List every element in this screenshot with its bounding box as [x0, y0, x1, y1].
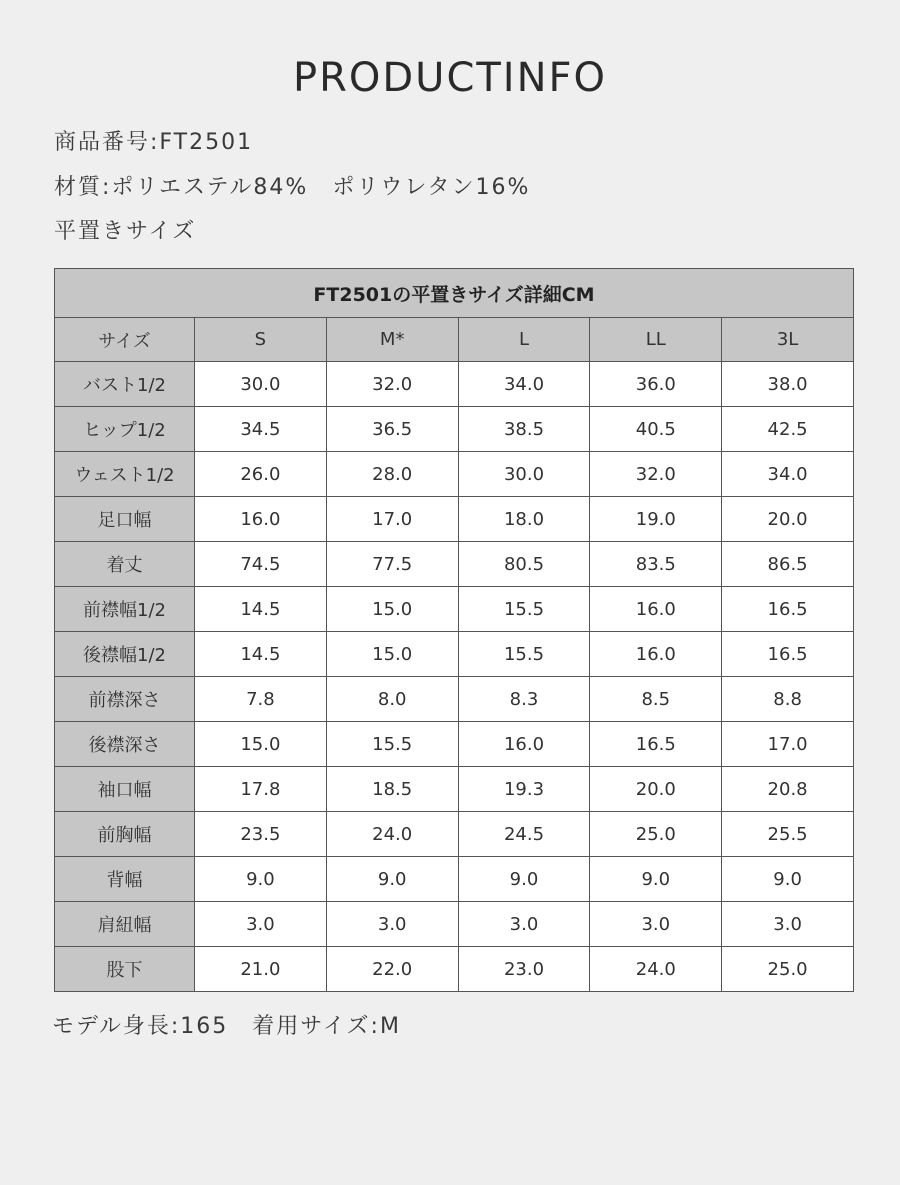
table-cell: 24.5: [458, 812, 590, 857]
table-cell: 15.0: [326, 632, 458, 677]
material-info: 材質:ポリエステル84% ポリウレタン16%: [54, 175, 531, 200]
table-cell: 30.0: [195, 362, 327, 407]
table-caption: FT2501の平置きサイズ詳細CM: [55, 269, 854, 318]
table-cell: 7.8: [195, 677, 327, 722]
table-row: [55, 497, 854, 542]
table-cell: 20.0: [722, 497, 854, 542]
table-cell: 8.3: [458, 677, 590, 722]
table-row: [55, 902, 854, 947]
table-row: [55, 452, 854, 497]
table-cell: 80.5: [458, 542, 590, 587]
table-cell: 22.0: [326, 947, 458, 992]
row-label: ヒップ1/2: [55, 407, 195, 452]
size-header: S: [195, 318, 327, 362]
table-cell: 20.0: [590, 767, 722, 812]
table-cell: 16.5: [722, 587, 854, 632]
table-cell: 9.0: [458, 857, 590, 902]
table-row: [55, 947, 854, 992]
table-caption-row: [55, 269, 854, 318]
table-cell: 9.0: [326, 857, 458, 902]
table-cell: 32.0: [590, 452, 722, 497]
table-cell: 8.0: [326, 677, 458, 722]
table-cell: 3.0: [458, 902, 590, 947]
table-cell: 15.5: [458, 632, 590, 677]
row-label: 背幅: [55, 857, 195, 902]
table-cell: 9.0: [722, 857, 854, 902]
table-cell: 28.0: [326, 452, 458, 497]
table-cell: 77.5: [326, 542, 458, 587]
table-cell: 16.0: [458, 722, 590, 767]
table-cell: 30.0: [458, 452, 590, 497]
row-label: 前襟深さ: [55, 677, 195, 722]
row-label: 前襟幅1/2: [55, 587, 195, 632]
table-cell: 9.0: [195, 857, 327, 902]
row-label: 着丈: [55, 542, 195, 587]
table-cell: 17.8: [195, 767, 327, 812]
table-cell: 21.0: [195, 947, 327, 992]
page-title: PRODUCTINFO: [292, 55, 608, 101]
table-cell: 24.0: [326, 812, 458, 857]
row-label: 袖口幅: [55, 767, 195, 812]
table-cell: 14.5: [195, 632, 327, 677]
table-cell: 16.5: [590, 722, 722, 767]
table-cell: 34.0: [722, 452, 854, 497]
row-label: 後襟幅1/2: [55, 632, 195, 677]
table-cell: 15.5: [458, 587, 590, 632]
table-cell: 23.5: [195, 812, 327, 857]
table-cell: 26.0: [195, 452, 327, 497]
table-cell: 17.0: [326, 497, 458, 542]
table-cell: 3.0: [722, 902, 854, 947]
flat-size-heading: 平置きサイズ: [54, 219, 197, 244]
table-row: [55, 767, 854, 812]
table-row: [55, 677, 854, 722]
table-cell: 3.0: [590, 902, 722, 947]
table-cell: 34.0: [458, 362, 590, 407]
table-cell: 19.3: [458, 767, 590, 812]
table-cell: 18.5: [326, 767, 458, 812]
model-info: モデル身長:165 着用サイズ:M: [52, 1014, 401, 1039]
table-cell: 42.5: [722, 407, 854, 452]
row-label: 股下: [55, 947, 195, 992]
table-cell: 15.5: [326, 722, 458, 767]
size-table: [54, 268, 854, 992]
corner-header: サイズ: [55, 318, 195, 362]
size-header: L: [458, 318, 590, 362]
table-row: [55, 857, 854, 902]
table-row: [55, 542, 854, 587]
table-cell: 19.0: [590, 497, 722, 542]
row-label: バスト1/2: [55, 362, 195, 407]
row-label: ウェスト1/2: [55, 452, 195, 497]
table-cell: 34.5: [195, 407, 327, 452]
size-header: M*: [326, 318, 458, 362]
table-cell: 83.5: [590, 542, 722, 587]
table-row: [55, 587, 854, 632]
table-cell: 32.0: [326, 362, 458, 407]
table-cell: 86.5: [722, 542, 854, 587]
table-row: [55, 362, 854, 407]
table-cell: 3.0: [326, 902, 458, 947]
table-row: [55, 722, 854, 767]
table-cell: 25.5: [722, 812, 854, 857]
size-header: LL: [590, 318, 722, 362]
table-cell: 8.8: [722, 677, 854, 722]
table-cell: 15.0: [326, 587, 458, 632]
table-cell: 14.5: [195, 587, 327, 632]
table-cell: 15.0: [195, 722, 327, 767]
row-label: 後襟深さ: [55, 722, 195, 767]
table-cell: 16.0: [590, 632, 722, 677]
table-header-row: [55, 318, 854, 362]
table-cell: 74.5: [195, 542, 327, 587]
table-row: [55, 632, 854, 677]
table-cell: 38.0: [722, 362, 854, 407]
row-label: 足口幅: [55, 497, 195, 542]
table-cell: 17.0: [722, 722, 854, 767]
table-cell: 16.5: [722, 632, 854, 677]
table-cell: 23.0: [458, 947, 590, 992]
table-row: [55, 812, 854, 857]
table-cell: 24.0: [590, 947, 722, 992]
table-row: [55, 407, 854, 452]
table-cell: 20.8: [722, 767, 854, 812]
product-number: 商品番号:FT2501: [54, 130, 254, 155]
table-body: [55, 362, 854, 992]
table-cell: 16.0: [590, 587, 722, 632]
table-cell: 38.5: [458, 407, 590, 452]
table-cell: 16.0: [195, 497, 327, 542]
table-cell: 8.5: [590, 677, 722, 722]
table-cell: 25.0: [590, 812, 722, 857]
table-cell: 18.0: [458, 497, 590, 542]
table-cell: 3.0: [195, 902, 327, 947]
row-label: 肩紐幅: [55, 902, 195, 947]
size-header: 3L: [722, 318, 854, 362]
table-cell: 36.5: [326, 407, 458, 452]
table-cell: 36.0: [590, 362, 722, 407]
table-cell: 40.5: [590, 407, 722, 452]
table-cell: 9.0: [590, 857, 722, 902]
row-label: 前胸幅: [55, 812, 195, 857]
table-cell: 25.0: [722, 947, 854, 992]
